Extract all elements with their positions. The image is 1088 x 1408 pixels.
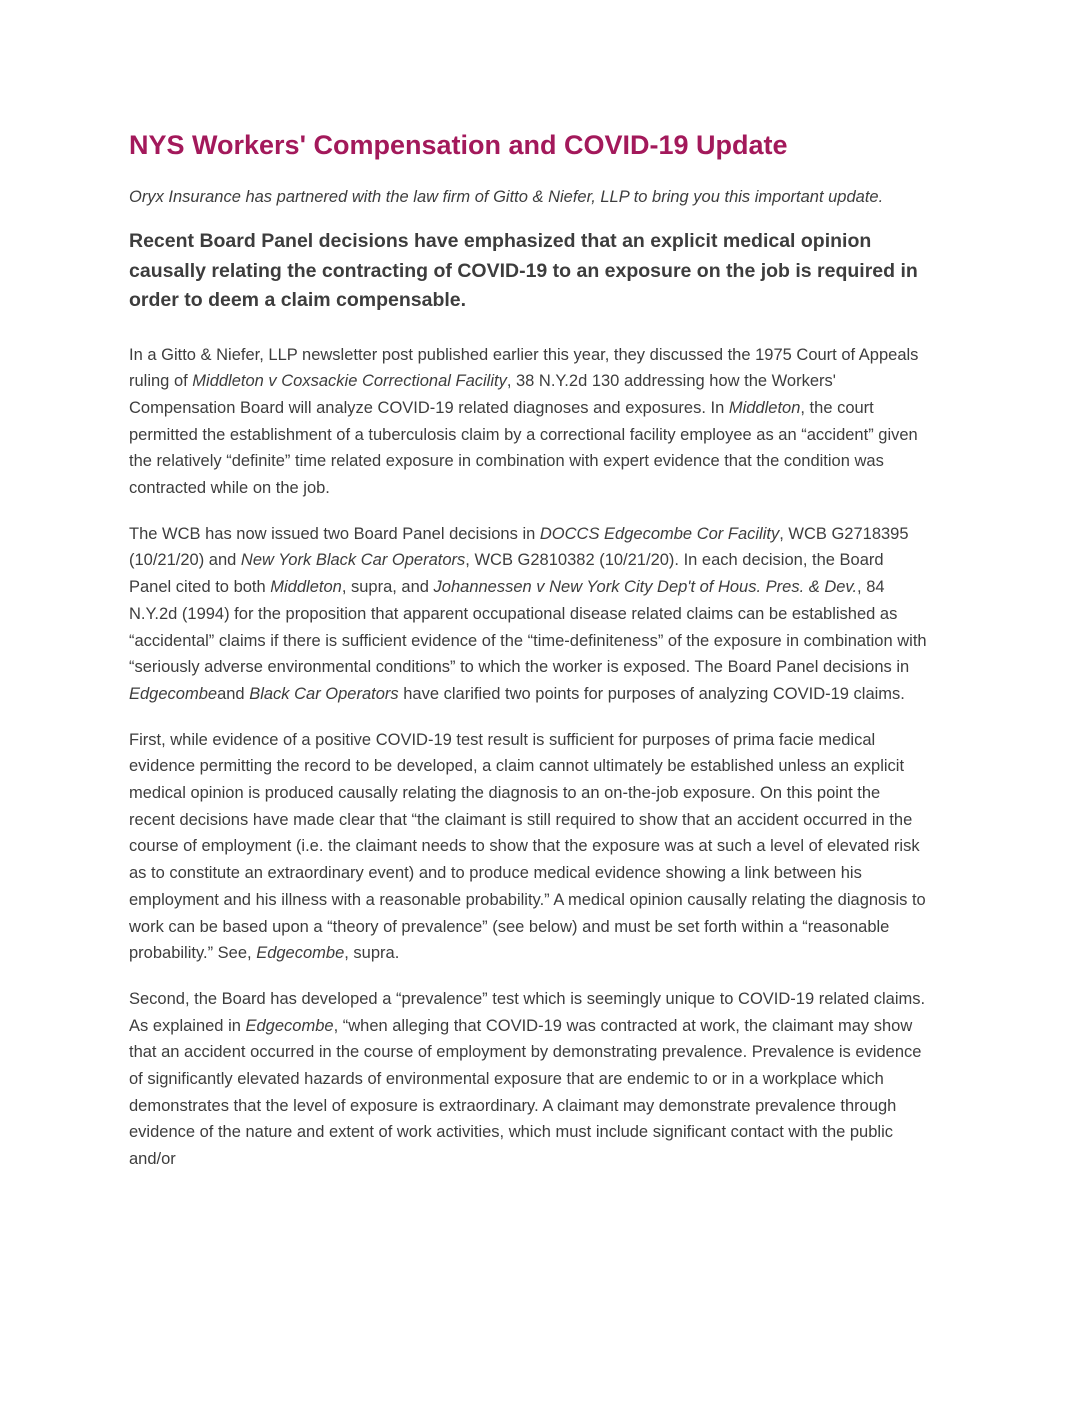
paragraph-text: , supra. [344,944,400,963]
page-title: NYS Workers' Compensation and COVID-19 Update [129,130,788,160]
body-paragraph [129,521,929,708]
paragraph-text: The WCB has now issued two Board Panel decisions in [129,524,540,543]
paragraph-text: Second, the Board has developed a “prevalence” test which is seemingly unique to COVID-19 related claims. As explained in [129,989,926,1035]
case-citation: New York Black Car Operators [240,551,466,570]
body-paragraph [129,342,929,502]
paragraph-text: have clarified two points for purposes of analyzing COVID-19 claims. [398,684,905,703]
document-page [129,126,929,1173]
case-citation: DOCCS Edgecombe Cor Facility [539,524,780,543]
paragraph-text: In a Gitto & Niefer, LLP newsletter post published earlier this year, they discussed the 1975 Court of Appeals ruling of [129,345,919,391]
paragraph-text: , 84 N.Y.2d (1994) for the proposition that apparent occupational disease related claims can be established as “accidental” claims if there is sufficient evidence of the “time-definiteness” of the exposure in combination with “seriously adverse environmental conditions” to which the worker is exposed. The Board Panel decisions in [129,578,927,677]
lead-statement: Recent Board Panel decisions have emphasized that an explicit medical opinion causally relating the contracting of COVID-19 to an exposure on the job is required in order to deem a claim compensable. [129,230,918,311]
intro-text: Oryx Insurance has partnered with the law firm of Gitto & Niefer, LLP to bring you this important update. [129,188,884,206]
paragraph-text: and [217,684,250,703]
case-citation: Middleton [270,578,342,597]
case-citation: Middleton [728,398,801,417]
case-citation: Edgecombe [256,944,345,963]
body-paragraph [129,986,929,1173]
case-citation: Johannessen v New York City Dep't of Hous. Pres. & Dev. [433,578,858,597]
paragraph-text: First, while evidence of a positive COVID-19 test result is sufficient for purposes of prima facie medical evidence permitting the record to be developed, a claim cannot ultimately be established unless an explicit medical opinion is produced causally relating the diagnosis to an on-the-job exposure. On this point the recent decisions have made clear that “the claimant is still required to show that an accident occurred in the course of employment (i.e. the claimant needs to show that the exposure was at such a level of elevated risk as to constitute an extraordinary event) and to produce medical evidence showing a link between his employment and his illness with a reasonable probability.” A medical opinion causally relating the diagnosis to work can be based upon a “theory of prevalence” (see below) and must be set forth within a “reasonable probability.” See, [129,730,926,963]
case-citation: Edgecombe [129,684,218,703]
paragraph-text: , “when alleging that COVID-19 was contracted at work, the claimant may show that an accident occurred in the course of employment by demonstrating prevalence. Prevalence is evidence of significantly elevated hazards of environmental exposure that are endemic to or in a workplace which demonstrates that the level of exposure is extraordinary. A claimant may demonstrate prevalence through evidence of the nature and extent of work activities, which must include significant contact with the public and/or [129,1016,922,1169]
paragraph-text: , supra, and [341,578,434,597]
article-body [129,342,929,1173]
paragraph-text: , the court permitted the establishment of a tuberculosis claim by a correctional facility employee as an “accident” given the relatively “definite” time related exposure in combination with expert evidence that the condition was contracted while on the job. [129,398,918,498]
body-paragraph [129,727,929,967]
paragraph-text: , 38 N.Y.2d 130 addressing how the Workers' Compensation Board will analyze COVID-19 related diagnoses and exposures. In [129,372,836,417]
paragraph-text: , WCB G2810382 (10/21/20). In each decision, the Board Panel cited to both [129,551,884,597]
case-citation: Middleton v Coxsackie Correctional Facility [192,372,507,391]
case-citation: Black Car Operators [249,684,399,703]
case-citation: Edgecombe [245,1016,334,1035]
paragraph-text: , WCB G2718395 (10/21/20) and [129,524,909,570]
